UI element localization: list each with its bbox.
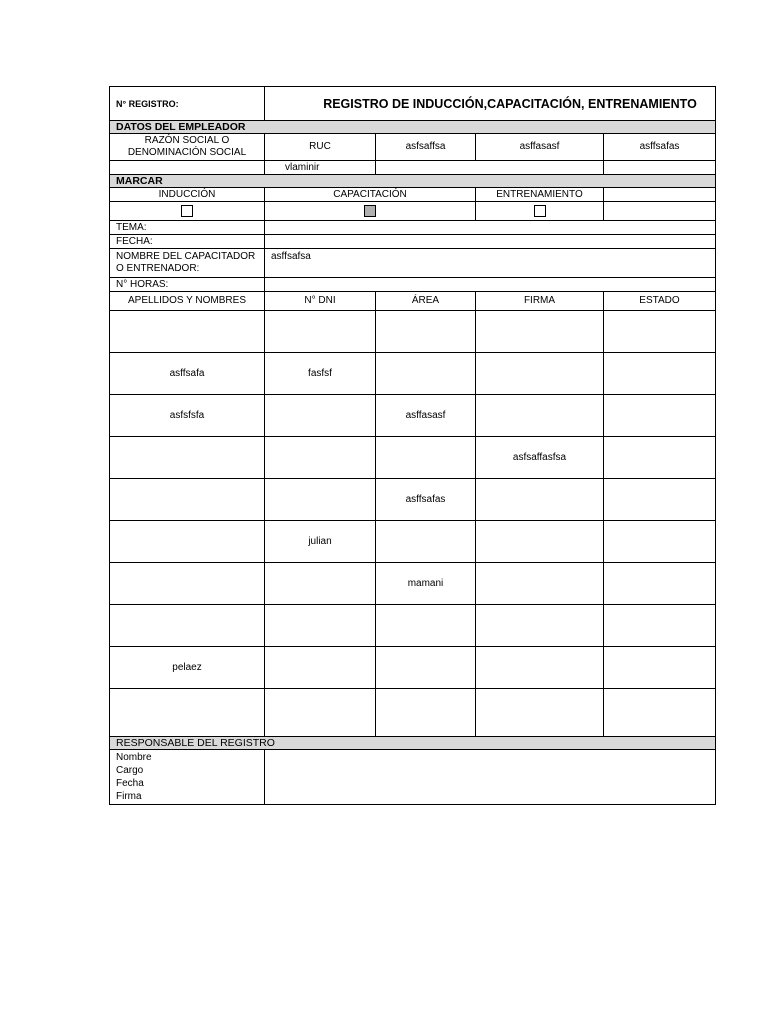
cell-area[interactable] [376,647,476,689]
fecha-label: FECHA: [110,235,265,249]
tema-label: TEMA: [110,221,265,235]
cell-estado[interactable] [604,521,716,563]
ruc-label: RUC [265,134,376,161]
horas-label: N° HORAS: [110,278,265,292]
section-responsable: RESPONSABLE DEL REGISTRO [110,737,716,750]
col-header-estado: ESTADO [604,292,716,311]
empleador-field-3[interactable]: asfsaffsa [376,134,476,161]
cell-dni[interactable] [265,605,376,647]
entrenamiento-checkbox[interactable] [534,205,546,217]
capacitador-label: NOMBRE DEL CAPACITADOR O ENTRENADOR: [110,249,265,278]
table-row [110,395,716,437]
capacitacion-label: CAPACITACIÓN [265,188,476,202]
cell-estado[interactable] [604,479,716,521]
form-title: REGISTRO DE INDUCCIÓN,CAPACITACIÓN, ENTRENAMIENTO [323,96,697,111]
cell-apellidos[interactable]: pelaez [110,647,265,689]
tema-input[interactable] [265,221,716,235]
responsable-labels [110,750,265,805]
responsable-input[interactable] [265,750,716,805]
empleador-value-blank-2[interactable] [604,161,716,175]
cell-dni[interactable] [265,479,376,521]
cell-dni[interactable] [265,689,376,737]
section-marcar: MARCAR [110,175,716,188]
table-row [110,353,716,395]
cell-area[interactable] [376,521,476,563]
registro-number-label: N° REGISTRO: [110,87,265,121]
entrenamiento-label: ENTRENAMIENTO [476,188,604,202]
col-header-area: ÁREA [376,292,476,311]
cell-apellidos[interactable] [110,521,265,563]
cell-estado[interactable] [604,395,716,437]
cell-estado[interactable] [604,437,716,479]
marcar-blank-2 [604,202,716,221]
induccion-label: INDUCCIÓN [110,188,265,202]
cell-firma[interactable] [476,479,604,521]
table-row [110,437,716,479]
cell-apellidos[interactable] [110,311,265,353]
cell-firma[interactable] [476,647,604,689]
title-cell [265,87,716,121]
cell-estado[interactable] [604,563,716,605]
capacitacion-checkbox[interactable] [364,205,376,217]
responsable-fecha-label: Fecha [116,778,144,789]
section-empleador: DATOS DEL EMPLEADOR [110,121,716,134]
table-row [110,563,716,605]
cell-estado[interactable] [604,689,716,737]
cell-area[interactable] [376,311,476,353]
cell-area[interactable] [376,605,476,647]
razon-social-value-blank[interactable] [110,161,265,175]
form-table [109,86,716,805]
responsable-nombre-label: Nombre [116,752,152,763]
razon-social-label: RAZÓN SOCIAL O DENOMINACIÓN SOCIAL [110,134,265,161]
horas-input[interactable] [265,278,716,292]
cell-apellidos[interactable] [110,689,265,737]
col-header-firma: FIRMA [476,292,604,311]
cell-dni[interactable] [265,395,376,437]
cell-dni[interactable] [265,647,376,689]
cell-area[interactable]: asffsafas [376,479,476,521]
cell-firma[interactable] [476,605,604,647]
cell-apellidos[interactable] [110,479,265,521]
cell-firma[interactable] [476,689,604,737]
cell-area[interactable]: mamani [376,563,476,605]
col-header-apellidos: APELLIDOS Y NOMBRES [110,292,265,311]
cell-dni[interactable] [265,311,376,353]
razon-social-value[interactable]: vlaminir [265,161,376,175]
cell-firma[interactable] [476,311,604,353]
entrenamiento-cell [476,202,604,221]
cell-firma[interactable] [476,563,604,605]
cell-estado[interactable] [604,647,716,689]
cell-estado[interactable] [604,311,716,353]
marcar-blank [604,188,716,202]
empleador-field-4[interactable]: asffasasf [476,134,604,161]
cell-area[interactable] [376,353,476,395]
cell-area[interactable] [376,437,476,479]
cell-firma[interactable]: asfsaffasfsa [476,437,604,479]
table-row [110,521,716,563]
capacitador-input[interactable] [265,249,716,278]
cell-apellidos[interactable]: asffsafa [110,353,265,395]
empleador-value-blank[interactable] [376,161,604,175]
responsable-cargo-label: Cargo [116,765,144,776]
cell-apellidos[interactable]: asfsfsfa [110,395,265,437]
cell-dni[interactable]: julian [265,521,376,563]
cell-dni[interactable] [265,563,376,605]
cell-dni[interactable] [265,437,376,479]
responsable-firma-label: Firma [116,791,142,802]
capacitacion-cell [265,202,476,221]
cell-apellidos[interactable] [110,563,265,605]
registro-form [109,86,715,805]
induccion-cell [110,202,265,221]
col-header-dni: N° DNI [265,292,376,311]
cell-dni[interactable]: fasfsf [265,353,376,395]
cell-area[interactable] [376,689,476,737]
cell-firma[interactable] [476,353,604,395]
cell-estado[interactable] [604,353,716,395]
cell-estado[interactable] [604,605,716,647]
table-row [110,605,716,647]
table-row [110,479,716,521]
table-row [110,689,716,737]
fecha-input[interactable] [265,235,716,249]
cell-apellidos[interactable] [110,605,265,647]
table-row [110,311,716,353]
cell-area[interactable]: asffasasf [376,395,476,437]
cell-apellidos[interactable] [110,437,265,479]
cell-firma[interactable] [476,521,604,563]
empleador-field-5[interactable]: asffsafas [604,134,716,161]
table-row [110,647,716,689]
cell-firma[interactable] [476,395,604,437]
capacitador-value: asffsafsa [271,251,311,262]
induccion-checkbox[interactable] [181,205,193,217]
